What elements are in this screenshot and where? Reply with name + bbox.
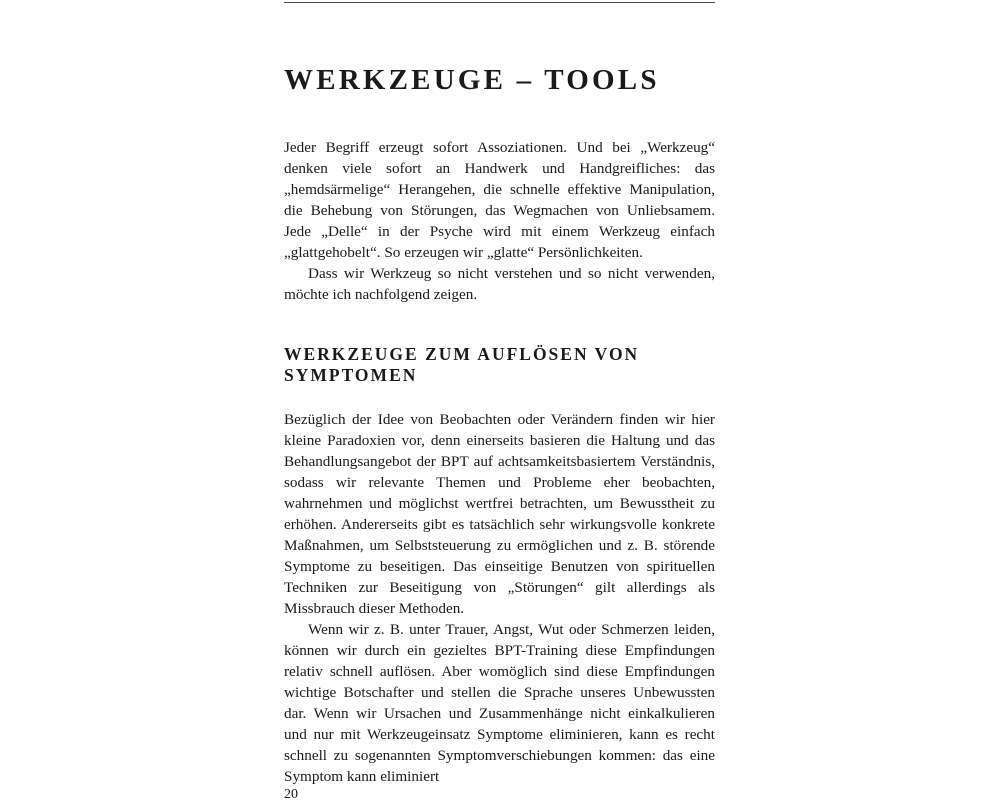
section-title: WERKZEUGE ZUM AUFLÖSEN VON SYMPTOMEN [284,344,640,385]
section-paragraph-2: Wenn wir z. B. unter Trauer, Angst, Wut oder Schmerzen leiden, können wir durch ein gezieltes BPT-Training diese Empfindungen relativ schnell auflösen. Aber womöglich sind diese Empfindungen wichtige Botschafter und stellen die Sprache unseres Unbewussten dar. Wenn wir Ursachen und Zusammenhänge nicht einkalkulieren und nur mit Werkzeugeinsatz Symptome eliminieren, kann es recht schnell zu sogenannten Symptomverschiebungen kommen: das eine Symptom kann eliminiert [284,621,715,785]
intro-paragraph-1: Jeder Begriff erzeugt sofort Assoziationen. Und bei „Werkzeug“ denken viele sofort an Handwerk und Handgreifliches: das „hemdsärmelige“ Herangehen, die schnelle effektive Manipulation, die Behebung von Störungen, das Wegmachen von Unliebsamem. Jede „Delle“ in der Psyche wird mit einem Werkzeug einfach „glattgehobelt“. So erzeugen wir „glatte“ Persönlichkeiten. [284,139,715,261]
chapter-title: WERKZEUGE – TOOLS [284,64,660,96]
page-number: 20 [284,787,298,802]
section-paragraph-1: Bezüglich der Idee von Beobachten oder Verändern finden wir hier kleine Paradoxien vor, denn einerseits basieren die Haltung und das Behandlungsangebot der BPT auf achtsamkeitsbasiertem Verständnis, sodass wir relevante Themen und Probleme eher beobachten, wahrnehmen und möglichst wertfrei betrachten, um Bewusstheit zu erhöhen. Andererseits gibt es tatsächlich sehr wirkungsvolle konkrete Maßnahmen, um Selbststeuerung zu ermöglichen und z. B. störende Symptome zu beseitigen. Das einseitige Benutzen von spirituellen Techniken zur Beseitigung von „Störungen“ gilt allerdings als Missbrauch dieser Methoden. [284,411,715,617]
header-rule [284,2,715,3]
section-body [284,409,715,787]
intro-paragraph-2: Dass wir Werkzeug so nicht verstehen und so nicht verwenden, möchte ich nachfolgend zeigen. [284,265,715,303]
chapter-intro [284,137,715,305]
